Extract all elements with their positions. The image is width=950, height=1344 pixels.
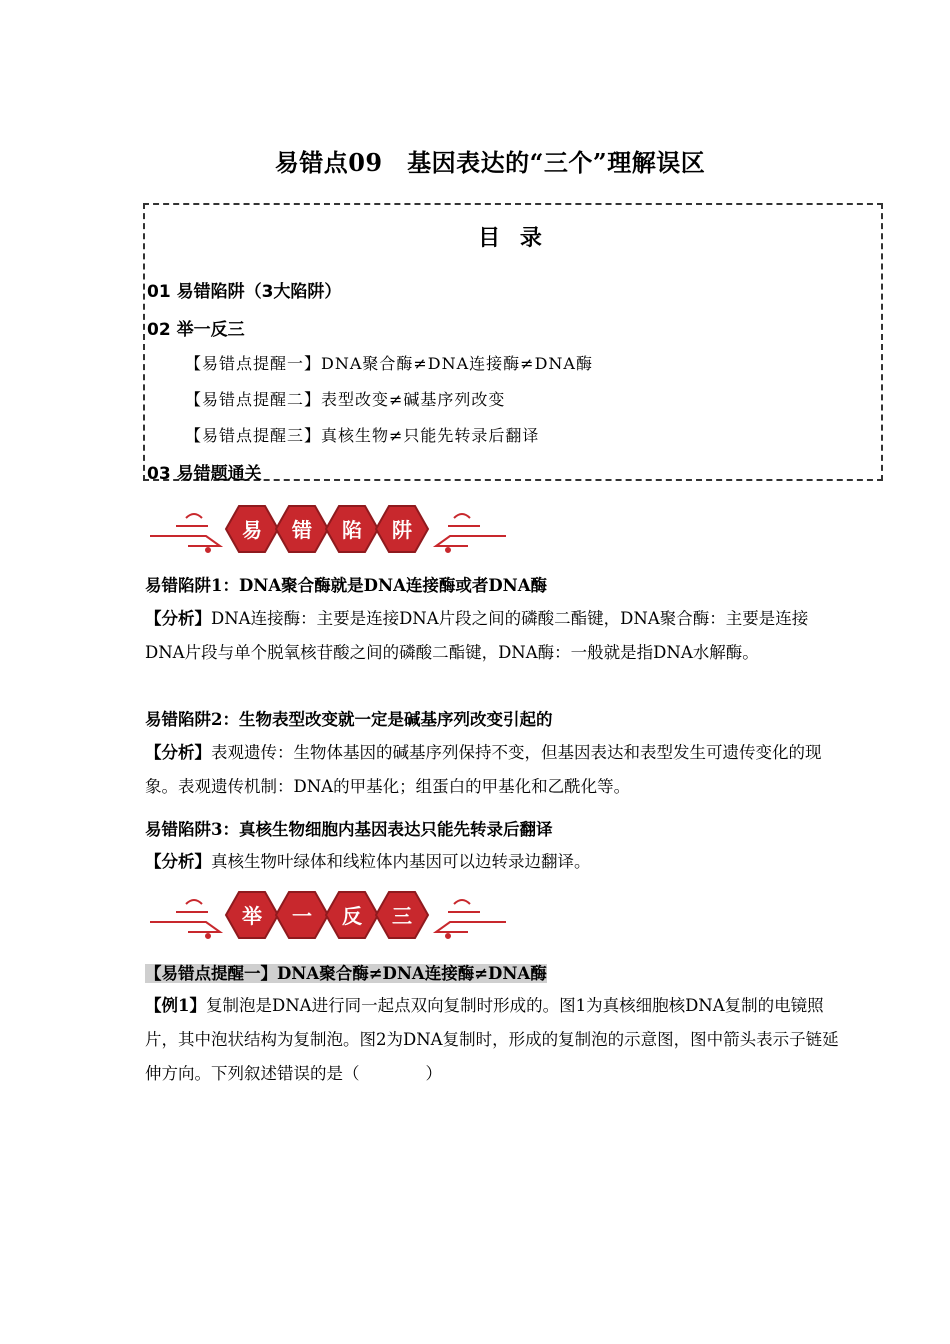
analysis-label: 【分析】 xyxy=(145,852,211,871)
toc-section-traps: 01 易错陷阱（3大陷阱） xyxy=(147,282,342,302)
banner-char: 阱 xyxy=(392,518,412,542)
trap-3-analysis xyxy=(145,845,845,879)
reminder-1-label: 【易错点提醒一】DNA聚合酶≠DNA连接酶≠DNA酶 xyxy=(145,964,547,983)
banner-char: 一 xyxy=(292,904,312,928)
banner-right-ornament xyxy=(436,514,506,552)
table-of-contents xyxy=(143,203,883,484)
example-1 xyxy=(145,989,845,1091)
toc-sub-reminder-1: 【易错点提醒一】DNA聚合酶≠DNA连接酶≠DNA酶 xyxy=(185,354,593,373)
analysis-text: 表观遗传：生物体基因的碱基序列保持不变，但基因表达和表型发生可遗传变化的现象。表观遗传机制：DNA的甲基化；组蛋白的甲基化和乙酰化等。 xyxy=(145,743,822,796)
trap-3-title: 易错陷阱3：真核生物细胞内基因表达只能先转录后翻译 xyxy=(145,820,553,839)
toc-sub-reminder-2: 【易错点提醒二】表型改变≠碱基序列改变 xyxy=(185,390,506,409)
analysis-label: 【分析】 xyxy=(145,609,211,628)
banner-char: 易 xyxy=(242,518,262,542)
banner-char: 举 xyxy=(242,904,262,928)
reminder-1-heading xyxy=(145,960,547,984)
toc-heading: 目 录 xyxy=(478,226,548,251)
analysis-text: 真核生物叶绿体和线粒体内基因可以边转录边翻译。 xyxy=(211,852,591,871)
trap-2-title: 易错陷阱2：生物表型改变就一定是碱基序列改变引起的 xyxy=(145,710,553,729)
banner-char: 错 xyxy=(292,518,312,542)
banner-left-ornament xyxy=(150,900,220,938)
banner-char: 陷 xyxy=(342,518,362,542)
trap-1-analysis xyxy=(145,602,845,670)
banner-examples xyxy=(148,886,508,944)
analysis-text: DNA连接酶：主要是连接DNA片段之间的磷酸二酯键，DNA聚合酶：主要是连接DNA片段与单个脱氧核苷酸之间的磷酸二酯键，DNA酶：一般就是指DNA水解酶。 xyxy=(145,609,809,662)
toc-sub-reminder-3: 【易错点提醒三】真核生物≠只能先转录后翻译 xyxy=(185,426,540,445)
toc-section-examples: 02 举一反三 xyxy=(147,320,245,340)
banner-char: 反 xyxy=(342,904,362,928)
toc-section-practice: 03 易错题通关 xyxy=(147,464,262,484)
analysis-label: 【分析】 xyxy=(145,743,211,762)
banner-char: 三 xyxy=(392,904,412,928)
trap-2-analysis xyxy=(145,736,845,804)
banner-traps xyxy=(148,500,508,558)
banner-left-ornament xyxy=(150,514,220,552)
example-text: 复制泡是DNA进行同一起点双向复制时形成的。图1为真核细胞核DNA复制的电镜照片，其中泡状结构为复制泡。图2为DNA复制时，形成的复制泡的示意图，图中箭头表示子链延伸方向。下列叙述错误的是（ ） xyxy=(145,996,839,1083)
page-title: 易错点09 基因表达的“三个”理解误区 xyxy=(274,148,706,177)
example-label: 【例1】 xyxy=(145,996,206,1015)
trap-1-title: 易错陷阱1：DNA聚合酶就是DNA连接酶或者DNA酶 xyxy=(145,576,548,595)
banner-right-ornament xyxy=(436,900,506,938)
